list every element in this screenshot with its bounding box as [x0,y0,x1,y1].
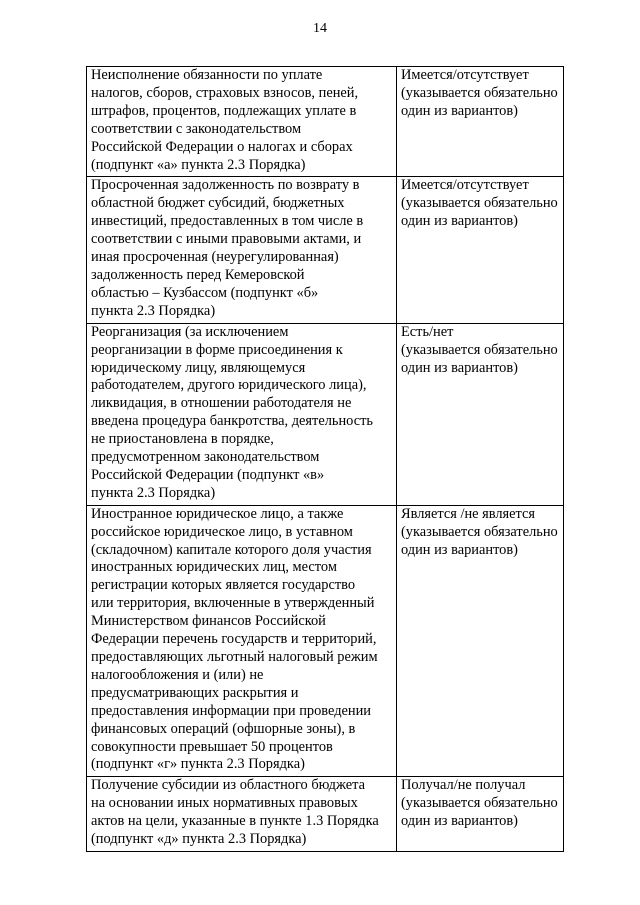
page-number: 14 [313,21,327,36]
value-cell [397,177,564,323]
value-text: Имеется/отсутствует (указывается обязательно один из вариантов) [401,177,558,230]
criterion-text: Получение субсидии из областного бюджета на основании иных нормативных правовых актов на цели, указанные в пункте 1.3 Порядка (подпункт «д» пункта 2.3 Порядка) [91,777,379,848]
criterion-text: Просроченная задолженность по возврату в областной бюджет субсидий, бюджетных инвестиций, предоставленных в том числе в соответствии с иными правовыми актами, и иная просроченная (неурегулированная) задолженность перед Кемеровской областью – Кузбассом (подпункт «б» пункта 2.3 Порядка) [91,177,364,319]
table-row [87,67,564,177]
value-text: Является /не является (указывается обязательно один из вариантов) [401,505,558,558]
value-cell [397,67,564,177]
table-row [87,777,564,852]
criterion-cell [87,505,397,777]
criterion-cell [87,323,397,505]
criterion-cell [87,777,397,852]
value-text: Имеется/отсутствует (указывается обязательно один из вариантов) [401,67,558,119]
criterion-text: Иностранное юридическое лицо, а также российское юридическое лицо, в уставном (складочном) капитале которого доля участия иностранных юридических лиц, местом регистрации которых является государство или территория, включенные в утвержденный Министерством финансов Российской Федерации перечень государств и территорий, предоставляющих льготный налоговый режим налогообложения и (или) не предусматривающих раскрытия и предоставления информации при проведении финансовых операций (офшорные зоны), в совокупности превышает 50 процентов (подпункт «г» пункта 2.3 Порядка) [91,505,378,773]
value-cell [397,505,564,777]
table-row [87,177,564,323]
value-text: Получал/не получал (указывается обязательно один из вариантов) [401,777,558,830]
value-text: Есть/нет (указывается обязательно один из вариантов) [401,323,558,376]
criterion-text: Неисполнение обязанности по уплате налогов, сборов, страховых взносов, пеней, штрафов, процентов, подлежащих уплате в соответствии с законодательством Российской Федерации о налогах и сборах (подпункт «а» пункта 2.3 Порядка) [91,67,359,173]
requirements-table [86,66,564,852]
value-cell [397,323,564,505]
value-cell [397,777,564,852]
criterion-cell [87,67,397,177]
table-row [87,505,564,777]
table-row [87,323,564,505]
criterion-cell [87,177,397,323]
criterion-text: Реорганизация (за исключением реорганизации в форме присоединения к юридическому лицу, являющемуся работодателем, другого юридического лица), ликвидация, в отношении работодателя не введена процедура банкротства, деятельность не приостановлена в порядке, предусмотренном законодательством Российской Федерации (подпункт «в» пункта 2.3 Порядка) [91,323,373,501]
